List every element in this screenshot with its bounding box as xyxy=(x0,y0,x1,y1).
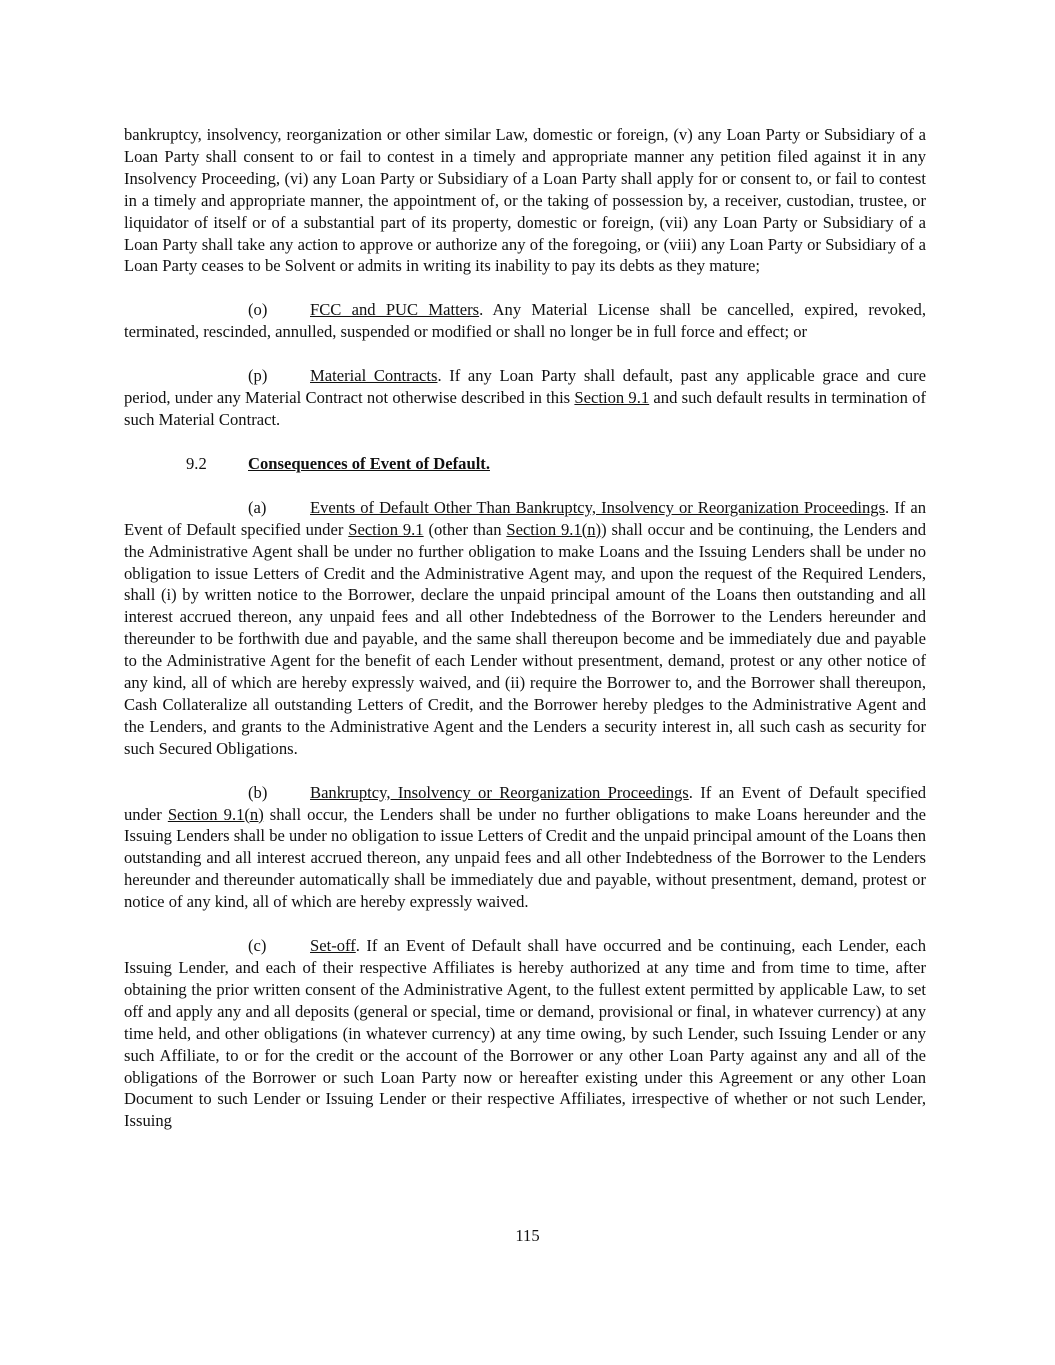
section-reference: Section 9.1 xyxy=(574,388,650,408)
item-title-b: Bankruptcy, Insolvency or Reorganization Proceedings xyxy=(310,782,689,802)
section-heading xyxy=(124,453,926,475)
paragraph-p: (p) Material Contracts. If any Loan Party shall default, past any applicable grace and cure period, under any Material Contract not otherwise described in this Section 9.1 and such default results in termination of such Material Contract. xyxy=(124,366,927,429)
paragraph-a: (a) Events of Default Other Than Bankruptcy, Insolvency or Reorganization Proceedings. If an Event of Default specified under Section 9.1 (other than Section 9.1(n)) shall occur and be continuing, the Lenders and the Administrative Agent shall be under no further obligation to make Loans and the Issuing Lenders shall be under no obligation to issue Letters of Credit and the Administrative Agent may, and upon the request of the Required Lenders, shall (i) by written notice to the Borrower, declare the unpaid principal amount of the Loans then outstanding and all interest accrued thereon, any unpaid fees and all other Indebtedness of the Borrower to the Lenders hereunder and thereunder to be forthwith due and payable, and the same shall thereupon become and be immediately due and payable to the Administrative Agent for the benefit of each Lender without presentment, demand, protest or any other notice of any kind, all of which are hereby expressly waived, and (ii) require the Borrower to, and the Borrower shall thereupon, Cash Collateralize all outstanding Letters of Credit, and the Borrower hereby pledges to the Administrative Agent and the Lenders, and grants to the Administrative Agent and the Lenders a security interest in, all such cash as security for such Secured Obligations. xyxy=(124,497,927,758)
paragraph-b: (b) Bankruptcy, Insolvency or Reorganization Proceedings. If an Event of Default specified under Section 9.1(n) shall occur, the Lenders shall be under no further obligations to make Loans hereunder and the Issuing Lenders shall be under no obligation to issue Letters of Credit and the unpaid principal amount of the Loans then outstanding and all interest accrued thereon, any unpaid fees and all other Indebtedness of the Borrower to the Lenders hereunder and thereunder automatically shall be immediately due and payable, without presentment, demand, protest or notice of any kind, all of which are hereby expressly waived. xyxy=(124,782,926,912)
paragraph-c xyxy=(124,935,926,1132)
body-text xyxy=(124,124,926,1132)
item-number-c: (c) xyxy=(248,936,267,956)
item-title-p: Material Contracts xyxy=(310,366,438,386)
section-reference: Section 9.1(n) xyxy=(506,519,602,539)
section-title: Consequences of Event of Default. xyxy=(248,453,490,473)
paragraph-o xyxy=(124,299,926,343)
item-title-a: Events of Default Other Than Bankruptcy, Insolvency or Reorganization Proceedings xyxy=(310,497,886,517)
section-reference: Section 9.1 xyxy=(348,519,424,539)
item-title-o: FCC and PUC Matters xyxy=(310,300,480,320)
item-number-b: (b) xyxy=(248,782,268,802)
item-text-c: . If an Event of Default shall have occurred and be continuing, each Lender, each Issuing Lender, and each of their respective Affiliates is hereby authorized at any time and from time to time, after obtaining the prior written consent of the Administrative Agent, to the fullest extent permitted by applicable Law, to set off and apply any and all deposits (general or special, time or demand, provisional or final, in whatever currency) at any time held, and other obligations (in whatever currency) at any time owing, by such Lender, such Issuing Lender or any such Affiliate, to or for the credit or the account of the Borrower or any other Loan Party against any and all of the obligations of the Borrower or such Loan Party now or hereafter existing under this Agreement or any other Loan Document to such Lender or Issuing Lender or their respective Affiliates, irrespective of whether or not such Lender, Issuing xyxy=(124,936,926,1131)
paragraph-intro: bankruptcy, insolvency, reorganization or other similar Law, domestic or foreign, (v) any Loan Party or Subsidiary of a Loan Party shall consent to or fail to contest in a timely and appropriate manner any petition filed against it in any Insolvency Proceeding, (vi) any Loan Party or Subsidiary of a Loan Party shall apply for or consent to, or fail to contest in a timely and appropriate manner, the appointment of, or the taking of possession by, a receiver, custodian, trustee, or liquidator of itself or of a substantial part of its property, domestic or foreign, (vii) any Loan Party or Subsidiary of a Loan Party shall take any action to approve or authorize any of the foregoing, or (viii) any Loan Party or Subsidiary of a Loan Party ceases to be Solvent or admits in writing its inability to pay its debts as they mature; xyxy=(124,125,926,276)
item-text-o: . Any Material License shall be cancelled, expired, revoked, terminated, rescinded, annulled, suspended or modified or shall no longer be in full force and effect; or xyxy=(124,300,926,342)
item-title-c: Set-off xyxy=(310,936,356,956)
item-number-p: (p) xyxy=(248,366,268,386)
section-reference: Section 9.1(n) xyxy=(167,804,264,824)
page-number: 115 xyxy=(515,1226,540,1245)
section-number: 9.2 xyxy=(186,453,207,473)
item-number-o: (o) xyxy=(248,300,268,320)
item-number-a: (a) xyxy=(248,497,267,517)
